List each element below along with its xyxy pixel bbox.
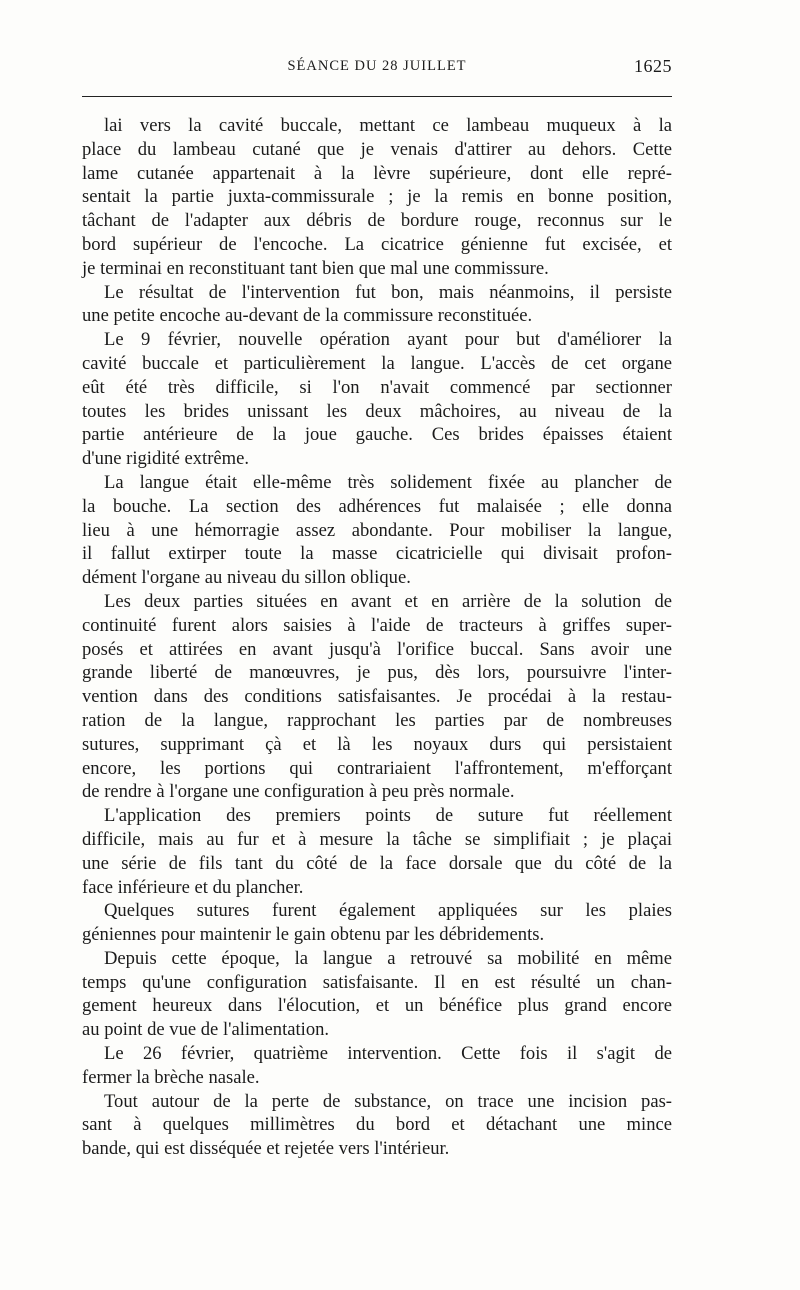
paragraph	[82, 1090, 672, 1161]
paragraph	[82, 899, 672, 947]
text-line: La langue était elle-même très solidement fixée au plancher de	[104, 471, 672, 493]
paragraph	[82, 1042, 672, 1090]
text-line: lai vers la cavité buccale, mettant ce lambeau muqueux à la	[104, 115, 672, 136]
text-line: encore, les portions qui contrariaient l'affrontement, m'efforçant	[82, 757, 672, 779]
text-line: continuité furent alors saisies à l'aide de tracteurs à griffes super-	[82, 614, 672, 636]
text-line: temps qu'une configuration satisfaisante. Il en est résulté un chan-	[82, 971, 672, 993]
text-line: bord supérieur de l'encoche. La cicatrice génienne fut excisée, et	[82, 233, 672, 255]
paragraph	[82, 328, 672, 471]
text-line: sutures, supprimant çà et là les noyaux durs qui persistaient	[82, 733, 672, 755]
text-line: dément l'organe au niveau du sillon oblique.	[82, 567, 411, 589]
paragraph	[82, 114, 672, 281]
paragraph	[82, 590, 672, 804]
text-line: Le 26 février, quatrième intervention. Cette fois il s'agit de	[104, 1043, 672, 1065]
text-line: difficile, mais au fur et à mesure la tâche se simplifiait ; je plaçai	[82, 828, 672, 850]
text-line: place du lambeau cutané que je venais d'attirer au dehors. Cette	[82, 138, 672, 160]
text-line: géniennes pour maintenir le gain obtenu par les débridements.	[82, 924, 545, 946]
text-line: Depuis cette époque, la langue a retrouvé sa mobilité en même	[104, 947, 672, 969]
page-number: 1625	[634, 56, 672, 76]
text-line: une petite encoche au-devant de la commissure reconstituée.	[82, 305, 533, 327]
text-line: face inférieure et du plancher.	[82, 876, 304, 898]
text-line: lieu à une hémorragie assez abondante. Pour mobiliser la langue,	[82, 519, 672, 541]
text-line: posés et attirées en avant jusqu'à l'orifice buccal. Sans avoir une	[82, 638, 672, 660]
text-line: L'application des premiers points de suture fut réellement	[104, 805, 672, 827]
text-line: sentait la partie juxta-commissurale ; je la remis en bonne position,	[82, 186, 672, 208]
text-line: vention dans des conditions satisfaisantes. Je procédai à la restau-	[82, 686, 672, 708]
text-line: une série de fils tant du côté de la face dorsale que du côté de la	[82, 852, 672, 874]
text-line: gement heureux dans l'élocution, et un bénéfice plus grand encore	[82, 995, 672, 1017]
text-line: Tout autour de la perte de substance, on trace une incision pas-	[104, 1090, 672, 1112]
body-text	[82, 114, 672, 1161]
text-line: bande, qui est disséquée et rejetée vers l'intérieur.	[82, 1138, 450, 1160]
text-line: Le résultat de l'intervention fut bon, mais néanmoins, il persiste	[104, 281, 672, 303]
text-line: je terminai en reconstituant tant bien que mal une commissure.	[82, 257, 549, 279]
paragraph	[82, 281, 672, 329]
running-title: SÉANCE DU 28 JUILLET	[287, 58, 467, 74]
text-line: lame cutanée appartenait à la lèvre supérieure, dont elle repré-	[82, 162, 672, 184]
text-line: toutes les brides unissant les deux mâchoires, au niveau de la	[82, 400, 672, 422]
text-line: Quelques sutures furent également appliquées sur les plaies	[104, 900, 672, 922]
text-line: au point de vue de l'alimentation.	[82, 1019, 330, 1041]
header-rule	[82, 96, 672, 97]
paragraph	[82, 947, 672, 1042]
text-line: la bouche. La section des adhérences fut malaisée ; elle donna	[82, 495, 672, 517]
text-line: de rendre à l'organe une configuration à peu près normale.	[82, 781, 515, 803]
text-line: grande liberté de manœuvres, je pus, dès lors, poursuivre l'inter-	[82, 662, 672, 684]
page-header	[82, 56, 672, 86]
text-line: cavité buccale et particulièrement la langue. L'accès de cet organe	[82, 352, 672, 374]
text-line: d'une rigidité extrême.	[82, 448, 250, 470]
text-line: fermer la brèche nasale.	[82, 1066, 260, 1088]
text-line: Le 9 février, nouvelle opération ayant pour but d'améliorer la	[104, 329, 672, 351]
text-line: il fallut extirper toute la masse cicatricielle qui divisait profon-	[82, 543, 672, 565]
text-line: partie antérieure de la joue gauche. Ces brides épaisses étaient	[82, 424, 672, 446]
text-line: ration de la langue, rapprochant les parties par de nombreuses	[82, 709, 672, 731]
text-line: Les deux parties situées en avant et en arrière de la solution de	[104, 590, 672, 612]
text-line: sant à quelques millimètres du bord et détachant une mince	[82, 1114, 672, 1136]
text-line: eût été très difficile, si l'on n'avait commencé par sectionner	[82, 376, 672, 398]
text-line: tâchant de l'adapter aux débris de bordure rouge, reconnus sur le	[82, 210, 672, 232]
paragraph	[82, 471, 672, 590]
paragraph	[82, 804, 672, 899]
